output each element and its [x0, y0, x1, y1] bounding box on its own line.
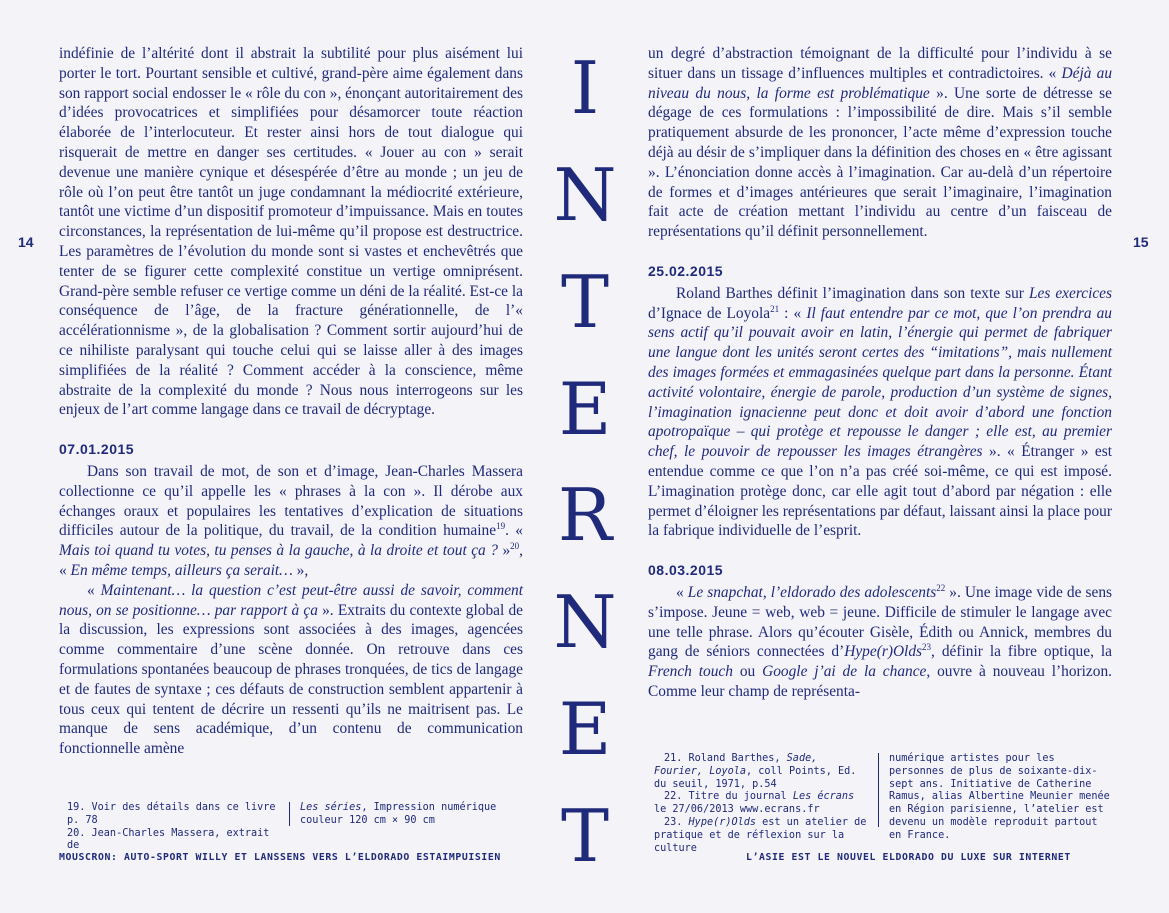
vertical-title	[540, 46, 630, 878]
date-heading-1: 07.01.2015	[59, 441, 135, 458]
footnote-22: 22. Titre du journal Les écrans le 27/06/2013 www.ecrans.fr	[654, 791, 855, 816]
vertical-letter-6: N	[553, 580, 617, 665]
page-number-left: 14	[18, 234, 34, 250]
footnote-20: 20. Jean-Charles Massera, extrait de	[67, 827, 270, 852]
running-head-left: MOUSCRON: AUTO-SPORT WILLY ET LANSSENS VERS L’ELDORADO ESTAIMPUISIEN	[59, 852, 501, 863]
running-head-right: L’ASIE EST LE NOUVEL ELDORADO DU LUXE SUR INTERNET	[746, 852, 1071, 863]
vertical-letter-1: I	[570, 46, 600, 130]
right-text-column	[648, 44, 1112, 702]
left-paragraph-3: « Maintenant… la question c’est peut-être aussi de savoir, comment nous, on se positionne… par rapport à ça ». Extraits du contexte global de la discussion, les expressions sont associées à des images, agencées comme commentaire d’une scène donnée. On retrouve dans ces formulations spontanées beaucoup de phrases tronquées, de tics de langage et de fautes de syntaxe ; ces défauts de construction semblent appartenir à tous ceux qui tentent de décrire un ressenti qu’ils ne maitrisent pas. Le manque de sens académique, d’un contenu de communication fonctionnelle amène	[59, 581, 523, 758]
vertical-letter-5: R	[557, 473, 613, 558]
vertical-letter-4: E	[558, 366, 612, 451]
right-paragraph-3: « Le snapchat, l’eldorado des adolescents$^{22}$ ». Une image vide de sens s’impose. Jeune = web, web = jeune. Difficile de stimuler le langage avec une telle phrase. Alors qu’écouter Gisèle, Édith ou Annick, membres du gang de séniors connectées d’Hype(r)Olds$^{23}$, définir la fibre optique, la French touch ou Google j’ai de la chance, ouvre à nouveau l’horizon. Comme leur champ de représenta-	[648, 582, 1113, 700]
footnote-23: 23. Hype(r)Olds est un atelier de pratique et de réflexion sur la culture	[654, 816, 867, 854]
vertical-letter-8: T	[560, 793, 610, 878]
left-footnotes-a	[67, 802, 285, 853]
footnote-19: 19. Voir des détails dans ce livre p. 78	[67, 802, 276, 826]
footnote-20-continued: Les séries, Impression numérique couleur 120 cm × 90 cm	[300, 802, 497, 826]
footnote-divider-right	[878, 753, 879, 827]
left-paragraph-1: indéfinie de l’altérité dont il abstrait la subtilité pour plus aisément lui porter le tort. Pourtant sensible et cultivé, grand-père aime également dans son rapport social endosser le « rôle du con », énonçant autoritairement des d’idées provocatrices et simplifiées pour désamorcer toute réaction élaborée de l’interlocuteur. Et rester ainsi hors de tout dialogue qui risquerait de mettre en danger ses certitudes. « Jouer au con » serait devenue une manière cynique et désespérée d’être au monde ; un jeu de rôle où l’on peut être tantôt un juge condamnant la médiocrité extérieure, tantôt une victime d’un dispositif promoteur d’impuissance. Mais en toutes circonstances, la représentation de lui-même qu’il propose est destructrice. Les paramètres de l’évolution du monde sont si vastes et enchevêtrés que tenter de se figurer cette complexité constitue un vertige omniprésent. Grand-père semble refuser ce vertige comme un déni de la réalité. Est-ce la conséquence de l’âge, de la fracture générationnelle, de l’« accélérationnisme », de la globalisation ? Comment sortir aujourd’hui de ce nihiliste paralysant qui touche celui qui se laisse aller à des images simplifiées de la réalité ? Comment accéder à la conscience, même abstraite de la complexité du monde ? Nous nous interrogeons sur les enjeux de l’art comme langage dans ce travail de décryptage.	[59, 45, 523, 419]
vertical-letter-2: N	[553, 152, 617, 237]
right-paragraph-1: un degré d’abstraction témoignant de la difficulté pour l’individu à se situer dans un tissage d’influences multiples et contradictoires. « Déjà au niveau du nous, la forme est problématique ». Une sorte de détresse se dégage de ces formulations : l’impossibilité de dire. Mais s’il semble pratiquement absurde de les prononcer, l’acte même d’expression touche déjà au désir de s’impliquer dans la définition des choses en « être agissant ». L’énonciation donne accès à l’imagination. Car au-delà d’un répertoire de formes et d’images antérieures que serait l’imaginaire, l’imagination fait acte de création mettant l’individu au centre d’un faisceau de représentations qu’il définit personnellement.	[648, 45, 1113, 241]
vertical-letter-3: T	[560, 259, 610, 344]
footnote-ref-22[interactable]: 22	[936, 582, 946, 593]
vertical-letter-7: E	[558, 687, 612, 772]
page-number-right: 15	[1133, 234, 1149, 250]
footnote-21: 21. Roland Barthes, Sade, Fourier, Loyola, coll Points, Ed. du seuil, 1971, p.54	[654, 753, 857, 790]
left-footnotes-b	[300, 802, 522, 828]
footnote-ref-21[interactable]: 21	[770, 303, 780, 314]
date-heading-3: 08.03.2015	[648, 562, 724, 579]
right-footnotes-b	[889, 753, 1111, 843]
footnote-ref-20[interactable]: 20	[510, 541, 520, 551]
footnote-divider-left	[289, 802, 290, 826]
right-footnotes-a	[654, 753, 868, 855]
footnote-ref-19[interactable]: 19	[496, 521, 506, 532]
footnote-ref-23[interactable]: 23	[922, 642, 932, 653]
footnote-23-continued: numérique artistes pour les personnes de plus de soixante-dix-sept ans. Initiative de Catherine Ramus, alias Albertine Meunier menée en Région parisienne, l’atelier est devenu un modèle reproduit partout en France.	[889, 753, 1110, 841]
date-heading-2: 25.02.2015	[648, 262, 724, 279]
right-paragraph-2: Roland Barthes définit l’imagination dans son texte sur Les exercices d’Ignace de Loyola$^{21}$ : « Il faut entendre par ce mot, que l’on prendra au sens actif qu’il pouvait avoir en latin, l’énergie qui permet de fabriquer une langue dont les unités seront certes des “imitations”, mais nullement des images formées et emmagasinées quelque part dans la personne. Étant activité volontaire, énergie de parole, production d’un système de signes, l’imagination ignacienne peut donc et doit avoir d’abord une fonction apotropaïque – qui protège et repousse le danger ; elle est, au premier chef, le pouvoir de repousser les images étrangères ». « Étranger » est entendue comme ce que l’on n’a pas créé soi-même, ce qui est imposé. L’imagination protège donc, car elle agit tout d’abord par négation : elle permet d’éloigner les représentations par défaut, laissant ainsi la place pour la fabrique individuelle de l’esprit.	[648, 284, 1113, 540]
left-text-column	[59, 44, 523, 759]
left-paragraph-2: Dans son travail de mot, de son et d’image, Jean-Charles Massera collectionne ce qu’il appelle les « phrases à la con ». Il dérobe aux échanges oraux et populaires les tentatives d’explication de situations difficiles autour de la politique, du travail, de la condition humaine$^{19}$. « Mais toi quand tu votes, tu penses à la gauche, à la droite et tout ça ? »$^{20}$, « En même temps, ailleurs ça serait… »,	[59, 462, 524, 579]
